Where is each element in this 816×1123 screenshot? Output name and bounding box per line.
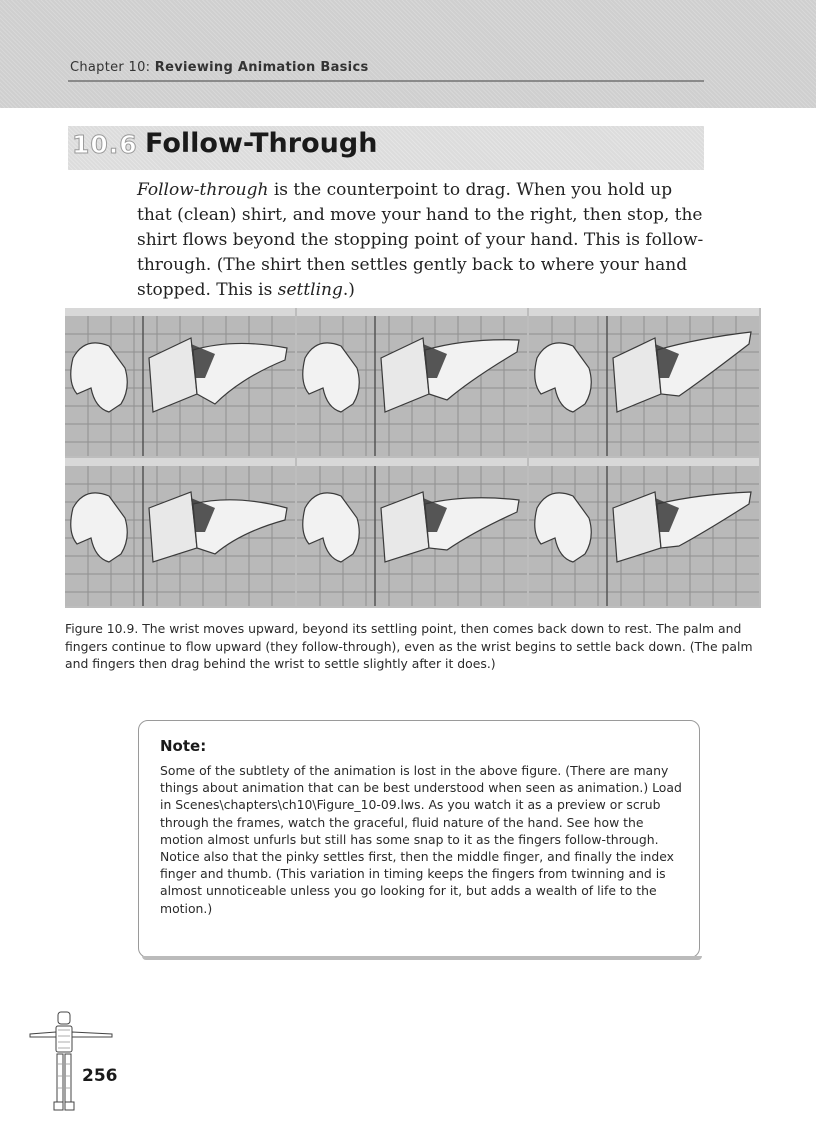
section-number: 10.6 xyxy=(72,130,138,159)
viewport-toolbar xyxy=(297,308,527,316)
viewport-group xyxy=(65,308,295,456)
viewport-toolbar xyxy=(529,308,759,316)
viewport-group xyxy=(65,458,295,606)
robot-figure-icon xyxy=(28,1010,114,1118)
header-band xyxy=(0,0,816,108)
chapter-prefix: Chapter 10: xyxy=(70,60,155,75)
viewport-toolbar xyxy=(529,458,759,466)
figure-caption: Figure 10.9. The wrist moves upward, beyond its settling point, then comes back down to rest. The palm and fingers continue to flow upward (they follow-through), even as the wrist begins to settle back down. (The palm and fingers then drag behind the wrist to settle slightly after it does.) xyxy=(65,621,753,671)
viewport-toolbar xyxy=(297,458,527,466)
body-text-a: is the counterpoint to drag. When you hold up that (clean) shirt, and move your hand to the right, then stop, the shirt flows beyond the stopping point of your hand. This is follow-through. (The shirt then settles gently back to where your hand stopped. This is xyxy=(137,180,704,300)
figure-image xyxy=(65,308,761,608)
body-paragraph xyxy=(137,178,707,303)
note-body: Some of the subtlety of the animation is lost in the above figure. (There are many things about animation that can be best understood when seen as animation.) Load in Scenes\chapters\ch10\Figure_10-09.lws. As you watch it as a preview or scrub through the frames, watch the graceful, fluid nature of the hand. See how the motion almost unfurls but still has some snap to it as the fingers follow-through. Notice also that the pinky settles first, then the middle finger, and finally the index finger and thumb. (This variation in timing keeps the fingers from twinning and is almost unnoticeable unless you go looking for it, but adds a wealth of life to the motion.) xyxy=(160,763,682,916)
viewport-group xyxy=(297,458,527,606)
term-follow-through: Follow-through xyxy=(137,180,269,200)
viewport-toolbar xyxy=(65,458,295,466)
chapter-title: Reviewing Animation Basics xyxy=(154,60,369,75)
viewport-toolbar xyxy=(65,308,295,316)
header-rule xyxy=(68,80,704,82)
note-title: Note: xyxy=(160,737,207,755)
term-settling: settling xyxy=(277,280,343,300)
page-number: 256 xyxy=(82,1066,118,1086)
viewport-group xyxy=(529,458,759,606)
note-box-shadow xyxy=(142,956,702,960)
chapter-heading xyxy=(70,60,368,75)
figure-10-9 xyxy=(65,308,761,608)
section-title: Follow-Through xyxy=(145,128,378,159)
body-text-b: .) xyxy=(342,280,355,300)
viewport-group xyxy=(297,308,527,456)
viewport-group xyxy=(529,308,759,456)
